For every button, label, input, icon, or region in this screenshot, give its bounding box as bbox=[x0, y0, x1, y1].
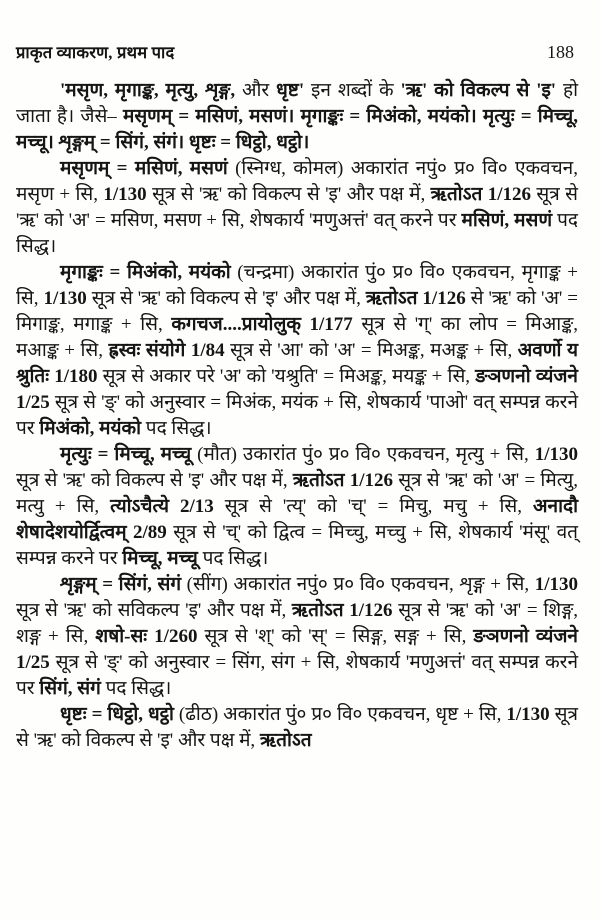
bold-text-run: मसिणं, मसणं bbox=[461, 210, 553, 231]
bold-text-run: 1/130 bbox=[103, 184, 147, 205]
running-header-title: प्राकृत व्याकरण, प्रथम पाद bbox=[16, 43, 175, 62]
bold-text-run: मृगाङ्कः = मिअंको, मयंको bbox=[60, 262, 231, 283]
text-run: सूत्र से 'ऋ' को विकल्प से 'इ' और पक्ष में, bbox=[16, 704, 578, 751]
bold-text-run: ह्रस्वः संयोगे 1/84 bbox=[108, 340, 225, 361]
text-run: और bbox=[235, 80, 277, 101]
bold-text-run: ऋतोऽत bbox=[259, 730, 312, 751]
page-number: 188 bbox=[547, 42, 574, 62]
text-run: सूत्र से 'श्' को 'स्' = सिङ्ग, सङ्ग + सि, bbox=[197, 626, 474, 647]
bold-text-run: अनादौ शेषादेशयोर्द्वित्वम् 2/89 bbox=[16, 496, 579, 543]
text-run: (चन्द्रमा) अकारांत पुं० प्र० वि० एकवचन, मृगाङ्क + सि, bbox=[16, 262, 578, 309]
bold-text-run: 1/130 bbox=[534, 444, 578, 465]
bold-text-run: धृष्ट' bbox=[276, 80, 305, 101]
text-run: सूत्र से 'ऋ' को 'अ' = शिङ्ग, शङ्ग + सि, bbox=[16, 600, 578, 647]
text-run: इन शब्दों के bbox=[304, 80, 401, 101]
bold-text-run: ङञणनो व्यंजने 1/25 bbox=[16, 366, 578, 413]
text-run: सूत्र से 'ऋ' को सविकल्प 'इ' और पक्ष में, bbox=[16, 600, 292, 621]
bold-text-run: 'ऋ' को विकल्प से 'इ' bbox=[400, 80, 557, 101]
bold-text-run: ऋतोऽत 1/126 bbox=[292, 470, 393, 491]
text-run: (सींग) अकारांत नपुं० प्र० वि० एकवचन, शृङ्ग + सि, bbox=[181, 574, 535, 595]
page-body bbox=[0, 78, 600, 754]
body-paragraph bbox=[16, 260, 578, 442]
text-run: सूत्र से 'त्य्' को 'च्' = मिचु, मचु + सि, bbox=[213, 496, 534, 517]
bold-text-run: ऋतोऽत 1/126 bbox=[430, 184, 531, 205]
bold-text-run: धृष्टः = धिट्ठो, धट्ठो bbox=[60, 704, 174, 725]
page-header bbox=[0, 0, 600, 63]
text-run: सूत्र से 'ङ्' को अनुस्वार = मिअंक, मयंक + सि, शेषकार्य 'पाओ' वत् सम्पन्न करने पर bbox=[16, 392, 578, 439]
text-run: पद सिद्ध। bbox=[16, 210, 578, 257]
bold-text-run: ङञणनो व्यंजने 1/25 bbox=[16, 626, 578, 673]
bold-text-run: कगचज....प्रायोलुक् 1/177 bbox=[171, 314, 353, 335]
bold-text-run: त्योऽचैत्ये 2/13 bbox=[110, 496, 214, 517]
body-paragraph bbox=[16, 572, 578, 702]
text-run: हो जाता है। जैसे– bbox=[16, 80, 579, 127]
body-paragraph bbox=[16, 702, 578, 754]
bold-text-run: मसृणम् = मसिणं, मसणं bbox=[60, 158, 228, 179]
text-run: (ढीठ) अकारांत पुं० प्र० वि० एकवचन, धृष्ट + सि, bbox=[173, 704, 507, 725]
text-run: से 'ऋ' को 'अ' = मिगाङ्क, मगाङ्क + सि, bbox=[16, 288, 578, 335]
bold-text-run: ऋतोऽत 1/126 bbox=[291, 600, 393, 621]
bold-text-run: मिअंको, मयंको bbox=[39, 418, 142, 439]
text-run: सूत्र से 'ङ्' को अनुस्वार = सिंग, संग + सि, शेषकार्य 'मणुअत्तं' वत् सम्पन्न करने पर bbox=[16, 652, 578, 699]
bold-text-run: शृङ्गम् = सिंगं, संगं bbox=[60, 574, 182, 595]
text-run: सूत्र से 'च्' को द्वित्व = मिच्चु, मच्चु + सि, शेषकार्य 'मंसू' वत् सम्पन्न करने पर bbox=[16, 522, 578, 569]
text-run: सूत्र से 'आ' को 'अ' = मिअङ्क, मअङ्क + सि, bbox=[224, 340, 518, 361]
text-run: सूत्र से 'ऋ' को विकल्प से 'इ' और पक्ष में, bbox=[146, 184, 431, 205]
bold-text-run: 'मसृण, मृगाङ्क, मृत्यु, शृङ्ग, bbox=[60, 80, 236, 101]
text-run: पद सिद्ध। bbox=[141, 418, 212, 439]
body-paragraph bbox=[16, 78, 578, 156]
text-run: (मौत) उकारांत पुं० प्र० वि० एकवचन, मृत्यु + सि, bbox=[191, 444, 535, 465]
text-run: सूत्र से 'ऋ' को विकल्प से 'इ' और पक्ष में, bbox=[16, 470, 293, 491]
bold-text-run: 1/130 bbox=[534, 574, 578, 595]
text-run: सूत्र से 'ऋ' को विकल्प से 'इ' और पक्ष में, bbox=[86, 288, 366, 309]
text-run: (स्निग्ध, कोमल) अकारांत नपुं० प्र० वि० एकवचन, मसृण + सि, bbox=[16, 158, 578, 205]
bold-text-run: सिंगं, संगं bbox=[39, 678, 101, 699]
text-run: सूत्र से 'ऋ' को 'अ' = मसिण, मसण + सि, शेषकार्य 'मणुअत्तं' वत् करने पर bbox=[16, 184, 578, 231]
bold-text-run: ऋतोऽत 1/126 bbox=[365, 288, 466, 309]
body-paragraph bbox=[16, 156, 578, 260]
bold-text-run: मृत्युः = मिच्चू, मच्चू bbox=[60, 444, 192, 465]
text-run: पद सिद्ध। bbox=[197, 548, 269, 569]
bold-text-run: 1/130 bbox=[506, 704, 550, 725]
text-run: सूत्र से 'ग्' का लोप = मिआङ्क, मआङ्क + सि, bbox=[16, 314, 578, 361]
bold-text-run: मसृणम् = मसिणं, मसणं। मृगाङ्कः = मिअंको, मयंको। मृत्युः = मिच्चू, मच्चू। शृङ्गम् = सिंगं, संगं। धृष्टः = धिट्ठो, धट्ठो। bbox=[16, 106, 578, 153]
text-run: पद सिद्ध। bbox=[100, 678, 172, 699]
bold-text-run: मिच्चू, मच्चू bbox=[122, 548, 198, 569]
bold-text-run: 1/130 bbox=[43, 288, 87, 309]
bold-text-run: अवर्णो य श्रुतिः 1/180 bbox=[16, 340, 578, 387]
text-run: सूत्र से अकार परे 'अ' को 'यश्रुति' = मिअङ्क, मयङ्क + सि, bbox=[97, 366, 476, 387]
bold-text-run: शषो-सः 1/260 bbox=[95, 626, 198, 647]
text-run: सूत्र से 'ऋ' को 'अ' = मित्यु, मत्यु + सि, bbox=[16, 470, 578, 517]
body-paragraph bbox=[16, 442, 578, 572]
